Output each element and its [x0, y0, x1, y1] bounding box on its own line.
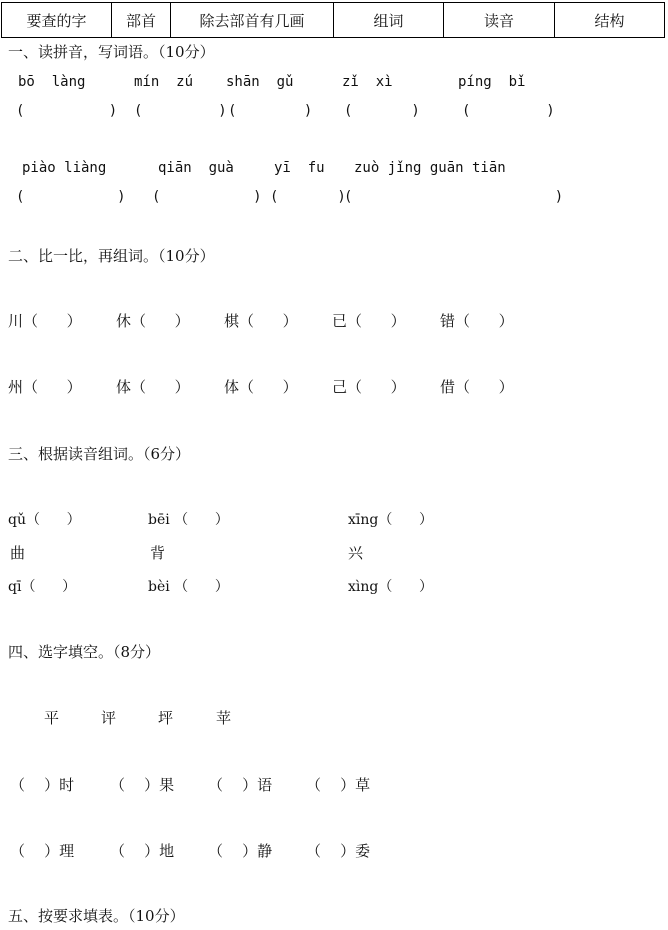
pinyin-4: zǐ xì: [342, 74, 393, 90]
header-col-words: 组词: [334, 3, 444, 37]
fill-item-6[interactable]: （ ）地: [110, 842, 175, 860]
fill-item-7[interactable]: （ ）静: [208, 842, 273, 860]
answer-blank-7[interactable]: ( ): [152, 189, 262, 205]
fill-item-3[interactable]: （ ）语: [208, 776, 273, 794]
lookup-table-header: [1, 2, 665, 38]
compare-item-8[interactable]: 体（ ）: [224, 378, 298, 396]
pinyin-7: qiān guà: [158, 160, 234, 176]
pinyin-5: píng bǐ: [458, 74, 526, 90]
choice-char-4: 苹: [216, 709, 232, 727]
compare-item-4[interactable]: 已（ ）: [332, 312, 406, 330]
answer-blank-1[interactable]: ( ): [16, 103, 118, 119]
compare-item-3[interactable]: 棋（ ）: [224, 312, 298, 330]
section5-title: 五、按要求填表。（10分）: [8, 907, 185, 925]
fill-item-2[interactable]: （ ）果: [110, 776, 175, 794]
reading-item-1[interactable]: qǔ（ ）: [8, 512, 81, 528]
answer-blank-6[interactable]: ( ): [16, 189, 126, 205]
answer-blank-3[interactable]: ( ): [228, 103, 313, 119]
section3-title: 三、根据读音组词。（6分）: [8, 445, 191, 463]
compare-item-1[interactable]: 川（ ）: [8, 312, 82, 330]
choice-char-1: 平: [44, 709, 60, 727]
pinyin-9: zuò jǐng guān tiān: [354, 160, 506, 176]
answer-blank-9[interactable]: ( ): [344, 189, 564, 205]
header-col-char: 要查的字: [2, 3, 112, 37]
reading-item-5[interactable]: bèi （ ）: [148, 579, 229, 595]
header-col-reading: 读音: [444, 3, 555, 37]
reading-char-2: 背: [150, 544, 166, 562]
compare-item-9[interactable]: 己（ ）: [332, 378, 406, 396]
fill-item-5[interactable]: （ ）理: [10, 842, 75, 860]
answer-blank-4[interactable]: ( ): [344, 103, 420, 119]
header-col-strokes: 除去部首有几画: [171, 3, 334, 37]
compare-item-6[interactable]: 州（ ）: [8, 378, 82, 396]
reading-char-1: 曲: [10, 544, 26, 562]
answer-blank-2[interactable]: ( ): [134, 103, 227, 119]
compare-item-2[interactable]: 休（ ）: [116, 312, 190, 330]
choice-char-3: 坪: [158, 709, 174, 727]
section4-title: 四、选字填空。（8分）: [8, 643, 161, 661]
compare-item-7[interactable]: 体（ ）: [116, 378, 190, 396]
reading-item-6[interactable]: xìng（ ）: [348, 579, 434, 595]
pinyin-6: piào liàng: [22, 160, 107, 176]
fill-item-1[interactable]: （ ）时: [10, 776, 75, 794]
reading-item-4[interactable]: qī（ ）: [8, 579, 77, 595]
choice-char-2: 评: [101, 709, 117, 727]
pinyin-2: mín zú: [134, 74, 194, 90]
header-col-structure: 结构: [594, 11, 625, 30]
pinyin-1: bō làng: [18, 74, 86, 90]
header-col-radical: 部首: [112, 3, 171, 37]
pinyin-3: shān gǔ: [226, 74, 294, 90]
fill-item-8[interactable]: （ ）委: [306, 842, 371, 860]
reading-item-3[interactable]: xīng（ ）: [348, 512, 434, 528]
fill-item-4[interactable]: （ ）草: [306, 776, 371, 794]
answer-blank-8[interactable]: ( ): [270, 189, 346, 205]
section2-title: 二、比一比，再组词。（10分）: [8, 247, 215, 265]
answer-blank-5[interactable]: ( ): [462, 103, 555, 119]
section1-title: 一、读拼音，写词语。（10分）: [8, 43, 215, 61]
reading-item-2[interactable]: bēi （ ）: [148, 512, 229, 528]
reading-char-3: 兴: [348, 544, 364, 562]
compare-item-5[interactable]: 错（ ）: [440, 312, 514, 330]
compare-item-10[interactable]: 借（ ）: [440, 378, 514, 396]
pinyin-8: yī fu: [274, 160, 325, 176]
